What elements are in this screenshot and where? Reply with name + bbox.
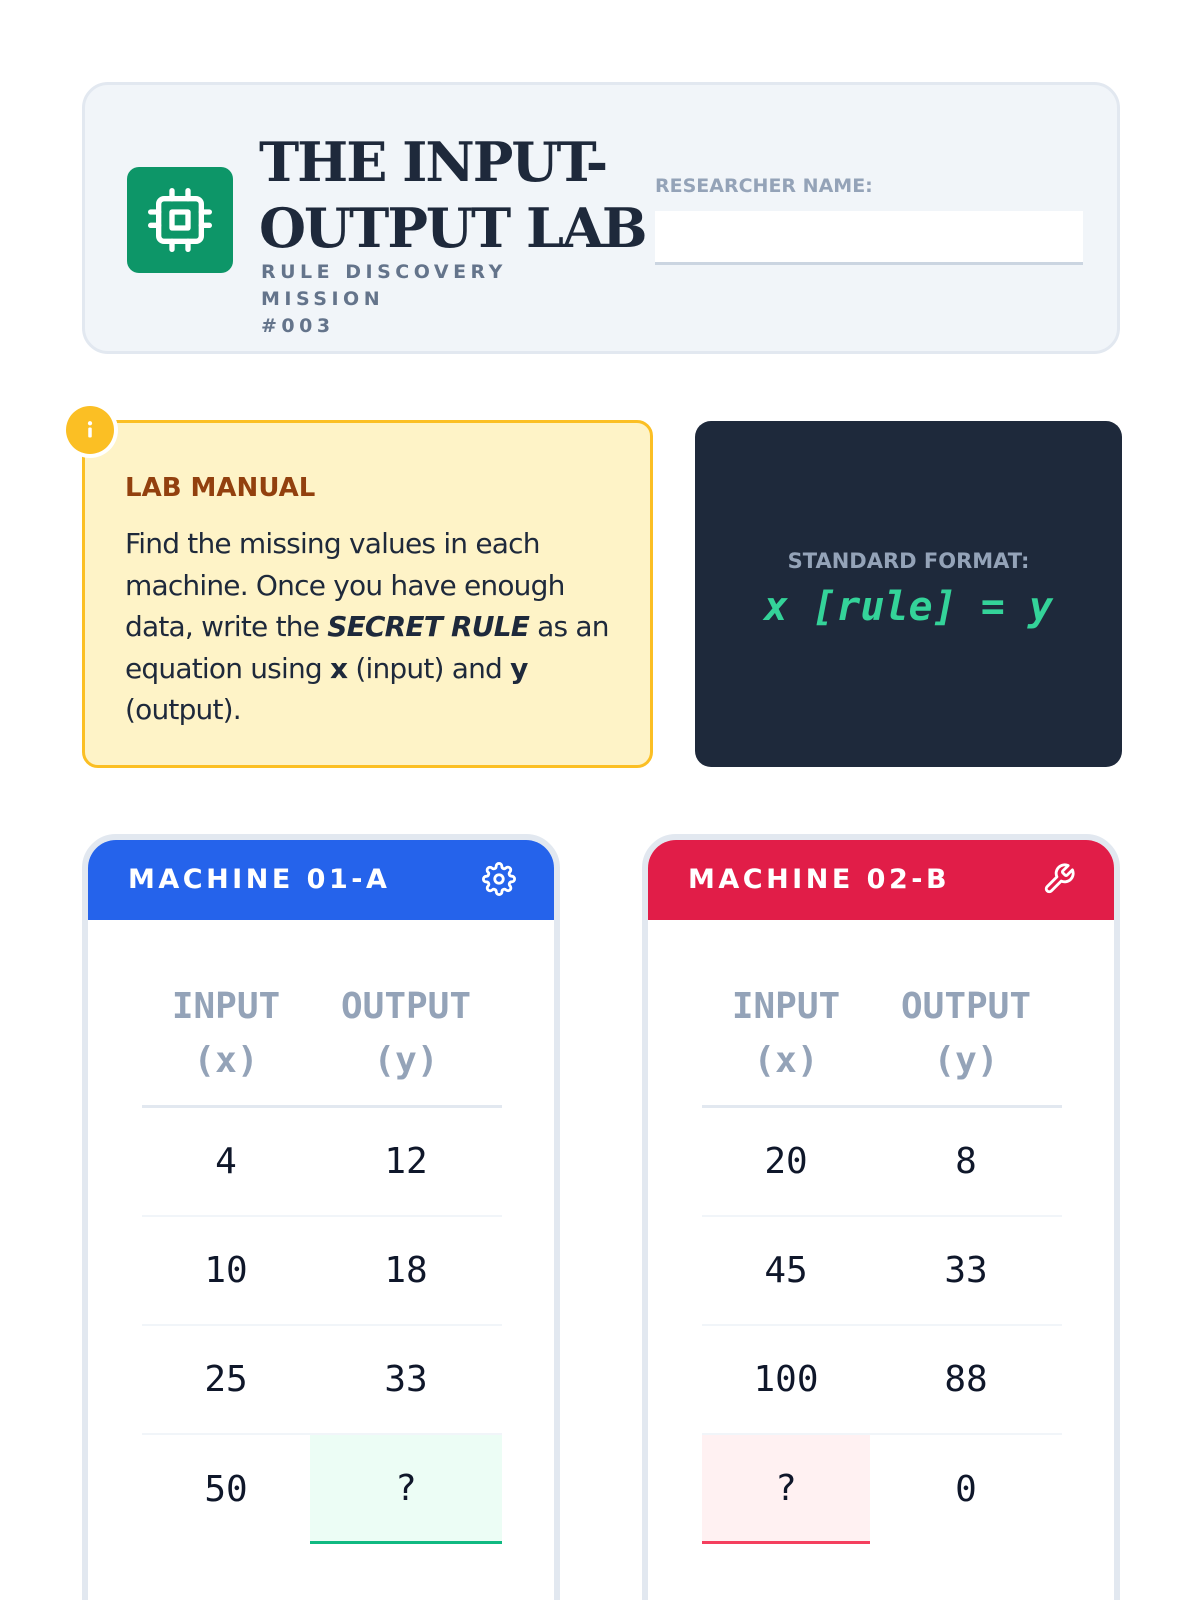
researcher-name-label: RESEARCHER NAME: (655, 175, 873, 197)
manual-text-1: Find the missing values in each machine. Once you have enough data, write the (125, 527, 565, 643)
table-row (142, 1326, 502, 1435)
table-row (702, 1435, 1062, 1544)
output-cell: 0 (955, 1469, 977, 1510)
lab-manual-card (82, 420, 653, 768)
input-cell: 25 (204, 1359, 248, 1400)
subtitle-line-2: #003 (261, 315, 335, 337)
machine-01a-card (82, 834, 560, 1600)
machine-table (142, 980, 502, 1544)
title-line-2: OUTPUT LAB (259, 196, 646, 260)
page-subtitle (261, 259, 641, 340)
output-cell: 18 (384, 1250, 428, 1291)
machine-02b-card (642, 834, 1120, 1600)
missing-output-answer-field[interactable]: ? (310, 1435, 502, 1544)
lab-manual-title: LAB MANUAL (125, 473, 316, 503)
info-badge (62, 402, 118, 458)
info-icon (75, 415, 105, 445)
output-column-header: OUTPUT (y) (340, 986, 472, 1081)
subtitle-line-1: RULE DISCOVERY MISSION (261, 261, 507, 310)
table-row (142, 1217, 502, 1326)
table-row (702, 1217, 1062, 1326)
machine-table (702, 980, 1062, 1544)
table-header (142, 980, 502, 1108)
output-cell: 8 (955, 1141, 977, 1182)
input-cell: 4 (215, 1141, 237, 1182)
table-row (142, 1435, 502, 1544)
table-row (702, 1108, 1062, 1217)
standard-format-equation: x [rule] = y (764, 584, 1053, 630)
table-row (702, 1326, 1062, 1435)
input-cell: 50 (204, 1469, 248, 1510)
var-x: x (329, 651, 348, 685)
logo (127, 167, 233, 273)
output-cell: 12 (384, 1141, 428, 1182)
machine-header (648, 840, 1114, 920)
standard-format-card (695, 421, 1122, 767)
manual-text-4: (output). (125, 693, 241, 726)
input-column-header: INPUT (x) (731, 986, 841, 1081)
input-cell: 20 (764, 1141, 808, 1182)
input-cell: 10 (204, 1250, 248, 1291)
output-cell: 33 (944, 1250, 988, 1291)
machine-name: MACHINE 02-B (688, 864, 951, 895)
output-cell: 33 (384, 1359, 428, 1400)
manual-text-3: (input) and (347, 651, 511, 685)
machine-name: MACHINE 01-A (128, 864, 391, 895)
header-card (82, 82, 1120, 354)
researcher-name-input[interactable] (655, 211, 1083, 265)
input-cell: 45 (764, 1250, 808, 1291)
manual-text-2: as an equation using (125, 610, 609, 685)
table-header (702, 980, 1062, 1108)
input-column-header: INPUT (x) (171, 986, 281, 1081)
missing-input-answer-field[interactable]: ? (702, 1435, 870, 1544)
cpu-chip-icon (148, 188, 212, 252)
page-title (259, 129, 649, 261)
wrench-icon (1042, 862, 1076, 896)
title-line-1: THE INPUT- (259, 130, 607, 194)
machine-header (88, 840, 554, 920)
gear-icon (482, 862, 516, 896)
standard-format-label: STANDARD FORMAT: (787, 549, 1030, 573)
secret-rule-emphasis: SECRET RULE (327, 610, 530, 643)
input-cell: 100 (753, 1359, 819, 1400)
table-row (142, 1108, 502, 1217)
output-cell: 88 (944, 1359, 988, 1400)
output-column-header: OUTPUT (y) (900, 986, 1032, 1081)
var-y: y (510, 651, 528, 685)
lab-manual-text (125, 523, 625, 731)
